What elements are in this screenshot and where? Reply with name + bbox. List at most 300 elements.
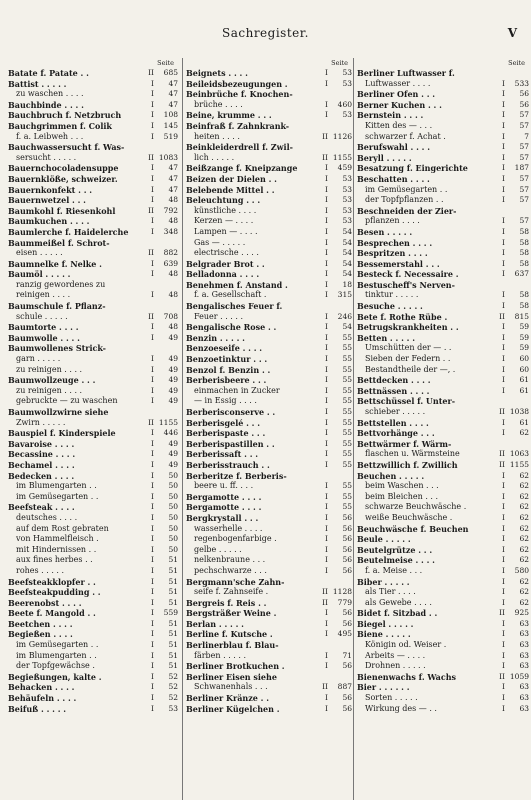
index-entry — [8, 227, 178, 238]
entry-volume: I — [151, 110, 154, 120]
entry-volume: I — [151, 120, 154, 130]
entry-volume: I — [325, 173, 328, 183]
seite-label: Seite — [508, 59, 525, 67]
index-entry — [186, 354, 352, 365]
entry-term: Beine, krumme . . . — [186, 110, 272, 121]
entry-term: gebruckte — zu waschen — [16, 396, 118, 406]
entry-page: 53 — [342, 173, 352, 183]
entry-volume: I — [502, 703, 505, 713]
index-entry — [357, 386, 529, 397]
entry-volume: I — [325, 618, 328, 628]
entry-term: Berliner Eisen siehe — [186, 671, 277, 682]
entry-page: 58 — [519, 258, 529, 268]
entry-term: schwarzer f. Achat . — [365, 131, 446, 141]
entry-page — [505, 206, 529, 217]
entry-term: Bauernchocoladensuppe — [8, 163, 119, 174]
entry-page: 51 — [168, 576, 178, 586]
entry-volume: I — [502, 523, 505, 533]
entry-volume: I — [502, 682, 505, 692]
index-entry — [186, 301, 352, 312]
entry-page: 62 — [519, 470, 529, 480]
entry-volume: I — [325, 216, 328, 226]
index-entry — [357, 248, 529, 259]
entry-page: 1063 — [509, 449, 529, 459]
entry-volume: I — [151, 428, 154, 438]
entry-term: Bauernwetzel . . . — [8, 195, 86, 206]
entry-page: 925 — [514, 608, 529, 618]
entry-term: Bauspiel f. Kinderspiele — [8, 428, 116, 439]
entry-volume: I — [151, 640, 154, 650]
entry-term: Gas — . . . . . — [194, 237, 246, 247]
entry-page: 51 — [168, 640, 178, 650]
entry-page: 63 — [519, 640, 529, 650]
entry-term: Kerzen — . . . . — [194, 216, 254, 226]
entry-volume: I — [502, 565, 505, 575]
entry-term: Bavaroise . . . . — [8, 438, 75, 449]
entry-volume: I — [151, 703, 154, 713]
entry-term: Bergmann'sche Zahn- — [186, 576, 285, 587]
entry-page: 1155 — [509, 459, 529, 469]
entry-term: electrische . . . . — [194, 248, 259, 258]
entry-page: 53 — [342, 184, 352, 194]
entry-volume: I — [502, 428, 505, 438]
index-entry — [186, 471, 352, 482]
entry-volume: I — [502, 587, 505, 597]
entry-page — [505, 280, 529, 291]
entry-page: 62 — [519, 491, 529, 501]
entry-term: pechschwarze . . . — [194, 565, 267, 575]
entry-volume: I — [325, 512, 328, 522]
entry-term: im Blumengarten . . — [16, 650, 97, 660]
entry-page: 57 — [519, 195, 529, 205]
index-entry — [186, 163, 352, 174]
entry-term: Beefsteak . . . . — [8, 502, 75, 513]
entry-page — [328, 89, 352, 100]
index-entry — [8, 693, 178, 704]
entry-volume: I — [151, 364, 154, 374]
entry-page: 54 — [342, 258, 352, 268]
entry-term: Beinkleiderdrell f. Zwil- — [186, 142, 293, 153]
entry-volume: I — [325, 375, 328, 385]
entry-term: Bettwärmer f. Wärm- — [357, 438, 452, 449]
entry-volume: I — [502, 512, 505, 522]
entry-volume: I — [502, 576, 505, 586]
entry-term: Beleuchtung . . . — [186, 195, 261, 206]
index-entry — [357, 460, 529, 471]
entry-page: 639 — [163, 258, 178, 268]
entry-volume: I — [325, 629, 328, 639]
entry-term: Beißzange f. Kneipzange — [186, 163, 298, 174]
entry-term: Bestandtheile der —, . — [365, 364, 456, 374]
entry-volume: I — [502, 89, 505, 99]
entry-volume: I — [325, 195, 328, 205]
entry-page: 315 — [337, 290, 352, 300]
index-entry — [357, 174, 529, 185]
entry-term: Bettdecken . . . . — [357, 375, 431, 386]
entry-page: 61 — [519, 385, 529, 395]
entry-page: 446 — [163, 428, 178, 438]
entry-volume: I — [151, 512, 154, 522]
entry-page: 55 — [342, 502, 352, 512]
entry-volume: I — [151, 565, 154, 575]
entry-page: 47 — [168, 89, 178, 99]
entry-term: Berlinerblau f. Blau- — [186, 640, 279, 651]
index-entry — [8, 238, 178, 249]
entry-volume — [314, 89, 328, 100]
entry-term: Drohnen . . . . . — [365, 661, 426, 671]
index-entry — [357, 354, 529, 365]
index-entry — [186, 619, 352, 630]
entry-volume — [140, 280, 154, 291]
index-entry — [357, 195, 529, 206]
entry-volume: I — [151, 481, 154, 491]
entry-term: Bettnässen . . . . — [357, 385, 430, 396]
entry-volume — [140, 407, 154, 418]
entry-term: schwarze Beuchwäsche . — [365, 502, 467, 512]
entry-term: Baumöl . . . . . — [8, 269, 71, 280]
entry-term: Behacken . . . . — [8, 682, 75, 693]
entry-volume: I — [502, 343, 505, 353]
entry-page: 55 — [342, 438, 352, 448]
entry-page: 47 — [168, 173, 178, 183]
entry-page: 63 — [519, 693, 529, 703]
entry-volume: II — [148, 417, 154, 427]
entry-volume: I — [502, 269, 505, 279]
index-entry — [186, 566, 352, 577]
entry-volume: I — [151, 216, 154, 226]
entry-volume: I — [151, 597, 154, 607]
index-entry — [8, 100, 178, 111]
index-entry — [8, 290, 178, 301]
index-entry — [8, 629, 178, 640]
entry-term: Sieben der Federn . . — [365, 354, 451, 364]
entry-term: Feuer . . . . . — [194, 311, 243, 321]
entry-term: Belebende Mittel . . — [186, 184, 275, 195]
entry-term: Kitten des — . . . — [365, 120, 433, 130]
entry-page: 62 — [519, 428, 529, 438]
index-entry — [8, 396, 178, 407]
entry-volume: I — [502, 375, 505, 385]
entry-term: Berberispaste . . . — [186, 428, 266, 439]
entry-page: 56 — [519, 89, 529, 99]
index-entry — [8, 163, 178, 174]
index-entry — [357, 545, 529, 556]
entry-volume: I — [325, 417, 328, 427]
index-entry — [186, 375, 352, 386]
entry-page: 348 — [163, 226, 178, 236]
entry-volume: I — [151, 544, 154, 554]
entry-volume: I — [325, 226, 328, 236]
entry-term: Biene . . . . . — [357, 629, 411, 640]
index-entry — [357, 481, 529, 492]
entry-volume — [491, 206, 505, 217]
entry-volume: I — [151, 184, 154, 194]
entry-volume: II — [499, 311, 505, 321]
entry-volume: I — [151, 195, 154, 205]
entry-term: Bauchwassersucht f. Was- — [8, 142, 125, 153]
entry-page — [154, 142, 178, 153]
entry-volume — [491, 280, 505, 291]
entry-page: 50 — [168, 502, 178, 512]
entry-page: 54 — [342, 226, 352, 236]
entry-page: 54 — [342, 322, 352, 332]
entry-volume: I — [502, 481, 505, 491]
index-entry — [357, 577, 529, 588]
index-entry — [357, 333, 529, 344]
entry-volume: I — [151, 322, 154, 332]
entry-volume — [140, 343, 154, 354]
index-entry — [8, 365, 178, 376]
entry-page: 56 — [342, 618, 352, 628]
entry-term: Bergamotte . . . . — [186, 502, 262, 513]
index-entry — [357, 619, 529, 630]
index-entry — [8, 492, 178, 503]
entry-term: Beete f. Mangold . . — [8, 608, 96, 619]
entry-term: Besuche . . . . . — [357, 301, 423, 312]
entry-volume: II — [499, 407, 505, 416]
index-entry — [357, 555, 529, 566]
index-entry — [186, 407, 352, 418]
entry-page: 49 — [168, 375, 178, 385]
entry-page: 685 — [163, 68, 178, 77]
entry-term: reinigen . . . . — [16, 290, 71, 300]
entry-volume: I — [325, 354, 328, 364]
entry-page: 55 — [342, 459, 352, 469]
entry-volume: I — [502, 470, 505, 480]
index-entry — [357, 608, 529, 619]
index-entry — [186, 481, 352, 492]
entry-volume: I — [502, 417, 505, 427]
entry-page: 71 — [342, 650, 352, 660]
index-entry — [357, 640, 529, 651]
index-entry — [357, 259, 529, 270]
entry-volume: I — [325, 364, 328, 374]
entry-page: 882 — [163, 248, 178, 258]
entry-volume: I — [502, 618, 505, 628]
entry-page — [328, 577, 352, 588]
entry-term: Umschütten der — . . — [365, 343, 452, 353]
index-entry — [186, 333, 352, 344]
entry-page: 51 — [168, 618, 178, 628]
entry-term: Bidet f. Sitzbad . . — [357, 608, 438, 619]
index-entry — [357, 365, 529, 376]
entry-page: 18 — [342, 279, 352, 289]
entry-page: 51 — [168, 555, 178, 565]
entry-volume: I — [325, 237, 328, 247]
entry-volume: II — [322, 597, 328, 607]
entry-volume: I — [502, 173, 505, 183]
entry-page: 559 — [163, 608, 178, 618]
index-entry — [186, 502, 352, 513]
index-entry — [186, 290, 352, 301]
index-entry — [8, 68, 178, 79]
index-entry — [8, 185, 178, 196]
entry-term: Berliner Kügelchen . — [186, 703, 280, 714]
entry-term: flaschen u. Wärmsteine — [365, 449, 460, 459]
entry-volume: I — [325, 502, 328, 512]
entry-volume: I — [325, 407, 328, 416]
index-column-3 — [353, 58, 529, 800]
entry-term: einmachen in Zucker — [194, 385, 280, 395]
index-entry — [357, 502, 529, 513]
entry-page: 53 — [342, 110, 352, 120]
entry-term: der Topfpflanzen . . — [365, 195, 444, 205]
entry-page: 63 — [519, 618, 529, 628]
entry-page: 62 — [519, 502, 529, 512]
entry-term: Bechamel . . . . — [8, 459, 75, 470]
index-entry — [357, 163, 529, 174]
entry-page: 56 — [342, 693, 352, 703]
entry-term: auf dem Rost gebraten — [16, 523, 109, 533]
index-entry — [186, 153, 352, 164]
entry-term: Beschatten . . . . — [357, 173, 430, 184]
entry-volume: I — [151, 661, 154, 671]
entry-volume: I — [502, 555, 505, 565]
entry-term: Bedecken . . . . — [8, 470, 75, 481]
entry-term: Beutelmeise . . . . — [357, 555, 435, 566]
entry-volume: I — [325, 322, 328, 332]
index-entry — [8, 142, 178, 153]
index-entry — [8, 471, 178, 482]
index-entry — [357, 704, 529, 715]
entry-volume: I — [325, 544, 328, 554]
entry-term: zu reinigen . . . . — [16, 364, 83, 374]
entry-volume: I — [325, 99, 328, 109]
entry-term: Beignets . . . . — [186, 68, 248, 78]
entry-volume: I — [502, 290, 505, 300]
entry-volume — [140, 301, 154, 312]
entry-page: 53 — [342, 78, 352, 88]
entry-volume: II — [322, 682, 328, 692]
entry-term: Zwirn . . . . . — [16, 417, 66, 427]
entry-page: 1059 — [509, 671, 529, 681]
index-entry — [186, 269, 352, 280]
index-entry — [357, 428, 529, 439]
index-entry — [357, 290, 529, 301]
index-entry — [186, 577, 352, 588]
entry-volume: I — [151, 682, 154, 692]
entry-volume: I — [151, 396, 154, 406]
entry-term: Benzol f. Benzin . . — [186, 364, 271, 375]
entry-page: 55 — [342, 481, 352, 491]
entry-volume: I — [325, 534, 328, 544]
entry-volume: II — [322, 587, 328, 597]
entry-page: 246 — [337, 311, 352, 321]
entry-term: schieber . . . . . — [365, 407, 426, 416]
entry-page: 57 — [519, 110, 529, 120]
index-entry — [186, 428, 352, 439]
entry-page: 58 — [519, 248, 529, 258]
entry-volume — [314, 301, 328, 312]
index-entry — [8, 704, 178, 715]
entry-volume: I — [502, 99, 505, 109]
entry-term: Berufswahl . . . . — [357, 142, 431, 153]
index-entry — [186, 174, 352, 185]
entry-volume: I — [151, 354, 154, 364]
entry-page — [154, 301, 178, 312]
entry-term: Beule . . . . . — [357, 534, 411, 545]
entry-term: regenbogenfarbige . — [194, 534, 277, 544]
entry-term: Besprechen . . . . — [357, 237, 433, 248]
entry-volume — [491, 68, 505, 79]
index-entry — [186, 651, 352, 662]
entry-term: mit Hindernissen . . — [16, 544, 97, 554]
entry-volume: I — [502, 502, 505, 512]
entry-term: im Gemüsegarten . . — [16, 640, 99, 650]
index-entry — [8, 587, 178, 598]
index-entry — [186, 492, 352, 503]
index-entry — [186, 661, 352, 672]
entry-term: Batate f. Patate . . — [8, 68, 89, 78]
entry-volume: I — [502, 216, 505, 226]
index-entry — [357, 227, 529, 238]
index-entry — [357, 68, 529, 79]
entry-volume: I — [502, 163, 505, 173]
entry-volume: I — [502, 301, 505, 311]
entry-page: 52 — [168, 682, 178, 692]
index-entry — [8, 524, 178, 535]
index-entry — [186, 216, 352, 227]
entry-term: Beutelgrütze . . . — [357, 544, 433, 555]
entry-volume — [314, 577, 328, 588]
entry-volume: I — [502, 544, 505, 554]
entry-page: 48 — [168, 216, 178, 226]
entry-page: 57 — [519, 216, 529, 226]
entry-page: 59 — [519, 343, 529, 353]
index-entry — [8, 322, 178, 333]
index-entry — [186, 555, 352, 566]
entry-page: 57 — [519, 173, 529, 183]
entry-term: Betten . . . . . — [357, 332, 415, 343]
entry-page: 55 — [342, 364, 352, 374]
entry-term: Betrugskrankheiten . . — [357, 322, 459, 333]
entry-volume: I — [151, 608, 154, 618]
entry-term: beere u. ff. . . . — [194, 481, 254, 491]
entry-term: Beinbrüche f. Knochen- — [186, 89, 293, 100]
entry-term: Schwanenhals . . . — [194, 682, 268, 692]
index-entry — [8, 110, 178, 121]
entry-page: 51 — [168, 587, 178, 597]
entry-volume: I — [151, 385, 154, 395]
entry-term: Biegel . . . . . — [357, 618, 414, 629]
index-entry — [8, 269, 178, 280]
entry-volume: I — [502, 322, 505, 332]
entry-page: 47 — [168, 184, 178, 194]
entry-term: pflanzen . . . . — [365, 216, 420, 226]
entry-volume: I — [325, 396, 328, 406]
entry-term: Battist . . . . . — [8, 78, 67, 89]
entry-page: 887 — [337, 682, 352, 692]
entry-page: 779 — [337, 597, 352, 607]
entry-volume: I — [502, 364, 505, 374]
entry-volume: I — [502, 237, 505, 247]
entry-page: 1128 — [332, 587, 352, 597]
entry-volume: I — [502, 354, 505, 364]
index-entry — [186, 513, 352, 524]
index-entry — [8, 312, 178, 323]
entry-page — [154, 407, 178, 418]
entry-page: 50 — [168, 491, 178, 501]
entry-volume: I — [151, 131, 154, 141]
index-entry — [8, 79, 178, 90]
entry-term: Beileidsbezeugungen . — [186, 78, 288, 89]
entry-page: 1083 — [158, 152, 178, 162]
entry-page: 48 — [168, 322, 178, 332]
entry-page: 56 — [342, 544, 352, 554]
entry-page: 50 — [168, 523, 178, 533]
entry-page: 49 — [168, 449, 178, 459]
entry-volume: I — [502, 248, 505, 258]
